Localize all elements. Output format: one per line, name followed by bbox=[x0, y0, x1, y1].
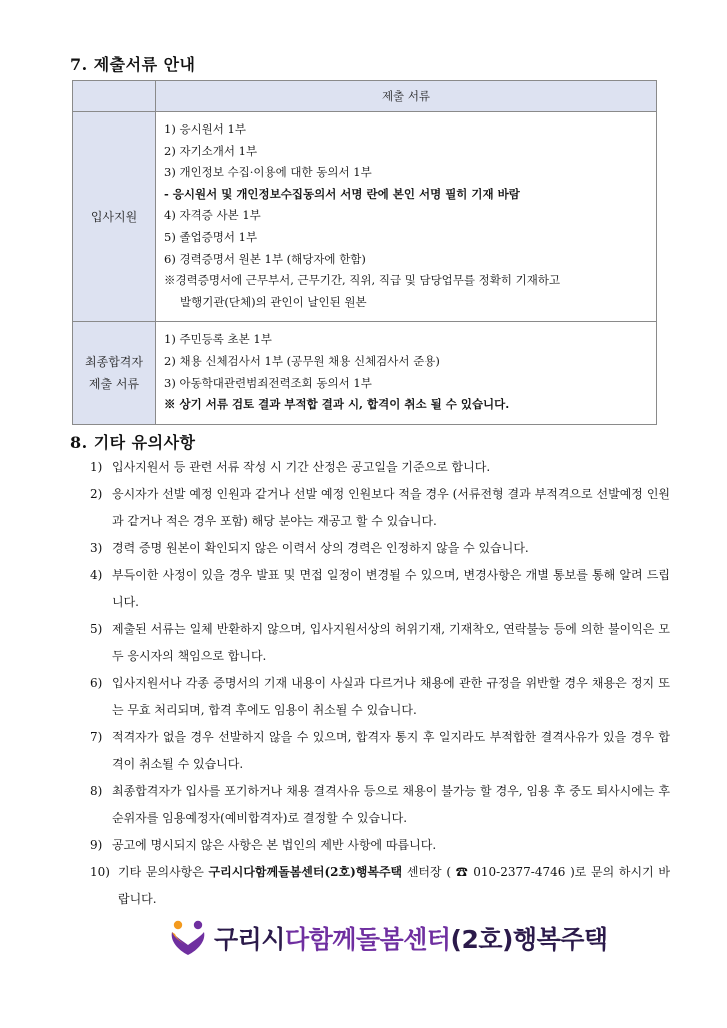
organization-name: 구리시다함께돌봄센터(2호)행복주택 bbox=[208, 865, 403, 879]
row-label-final bbox=[73, 322, 156, 424]
note-number: 4) bbox=[90, 568, 103, 582]
table-header-cell: 제출 서류 bbox=[156, 81, 657, 112]
document-line: 3) 아동학대관련범죄전력조회 동의서 1부 bbox=[164, 375, 372, 390]
section-7-number: 7. bbox=[70, 55, 88, 74]
document-line: 발행기관(단체)의 관인이 날인된 원본 bbox=[180, 294, 367, 309]
list-item bbox=[90, 778, 670, 832]
list-item bbox=[90, 724, 670, 778]
table-row bbox=[73, 112, 657, 322]
organization-logo-text bbox=[214, 920, 608, 956]
section-7-heading: 제출서류 안내 bbox=[93, 55, 196, 74]
organization-logo bbox=[168, 915, 608, 961]
logo-text-part: 다함께돌봄센터 bbox=[284, 925, 451, 954]
note-text-prefix: 기타 문의사항은 bbox=[118, 865, 209, 879]
note-text: 최종합격자가 입사를 포기하거나 채용 결격사유 등으로 채용이 불가능 할 경우, 임용 후 중도 퇴사시에는 후 순위자를 임용예정자(예비합격자)로 결정할 수 있습니다. bbox=[112, 784, 670, 825]
row-label-line: 입사지원 bbox=[90, 209, 138, 224]
row-label-line: 제출 서류 bbox=[88, 377, 140, 392]
document-line: 2) 채용 신체검사서 1부 (공무원 채용 신체검사서 준용) bbox=[164, 353, 440, 368]
section-8-heading: 기타 유의사항 bbox=[93, 433, 196, 452]
note-number: 6) bbox=[90, 676, 103, 690]
list-item bbox=[90, 562, 670, 616]
note-number: 2) bbox=[90, 487, 103, 501]
list-item bbox=[90, 859, 670, 913]
note-number: 3) bbox=[90, 541, 103, 555]
list-item bbox=[90, 616, 670, 670]
note-number: 10) bbox=[90, 865, 110, 879]
note-text: 제출된 서류는 일체 반환하지 않으며, 입사지원서상의 허위기재, 기재착오, 연락불능 등에 의한 불이익은 모두 응시자의 책임으로 합니다. bbox=[112, 622, 670, 663]
document-line: 5) 졸업증명서 1부 bbox=[164, 229, 258, 244]
logo-text-part: (2호) bbox=[450, 925, 513, 954]
note-text: 적격자가 없을 경우 선발하지 않을 수 있으며, 합격자 통지 후 일지라도 부적합한 결격사유가 있을 경우 합격이 취소될 수 있습니다. bbox=[112, 730, 670, 771]
table-header-blank bbox=[73, 81, 156, 112]
logo-text-part: 구리시 bbox=[214, 925, 285, 954]
document-line: 1) 주민등록 초본 1부 bbox=[164, 332, 272, 347]
table-header-row bbox=[73, 81, 657, 112]
note-number: 1) bbox=[90, 460, 103, 474]
document-line: 3) 개인정보 수집·이용에 대한 동의서 1부 bbox=[164, 165, 372, 180]
note-text bbox=[118, 859, 670, 913]
document-line-emphasis: ※ 상기 서류 검토 결과 부적합 결과 시, 합격이 취소 될 수 있습니다. bbox=[164, 397, 510, 412]
note-text: 응시자가 선발 예정 인원과 같거나 선발 예정 인원보다 적을 경우 (서류전형 결과 부적격으로 선발예정 인원과 같거나 적은 경우 포함) 해당 분야는 재공고 할 수 있습니다. bbox=[112, 487, 670, 528]
note-text: 경력 증명 원본이 확인되지 않은 이력서 상의 경력은 인정하지 않을 수 있습니다. bbox=[112, 541, 529, 555]
note-text: 부득이한 사정이 있을 경우 발표 및 면접 일정이 변경될 수 있으며, 변경사항은 개별 통보를 통해 알려 드립니다. bbox=[112, 568, 670, 609]
submission-documents-table bbox=[72, 80, 657, 425]
note-text-contact: 센터장 ( ☎ 010-2377-4746 )로 문의 하시기 바랍니다. bbox=[118, 865, 670, 906]
table-row bbox=[73, 322, 657, 424]
section-7-title bbox=[70, 52, 202, 75]
section-8-title bbox=[70, 430, 202, 453]
note-number: 5) bbox=[90, 622, 103, 636]
row-label-line: 최종합격자 bbox=[85, 355, 143, 370]
note-text: 입사지원서나 각종 증명서의 기재 내용이 사실과 다르거나 채용에 관한 규정을 위반할 경우 채용은 정지 또는 무효 처리되며, 합격 후에도 임용이 취소될 수 있습니다. bbox=[112, 676, 670, 717]
document-line-emphasis: - 응시원서 및 개인정보수집동의서 서명 란에 본인 서명 필히 기재 바람 bbox=[164, 186, 520, 201]
document-line: 2) 자기소개서 1부 bbox=[164, 143, 258, 158]
list-item bbox=[90, 535, 670, 562]
document-line: 4) 자격증 사본 1부 bbox=[164, 208, 261, 223]
document-line: 1) 응시원서 1부 bbox=[164, 122, 246, 136]
list-item bbox=[90, 481, 670, 535]
note-text: 입사지원서 등 관련 서류 작성 시 기간 산정은 공고일을 기준으로 합니다. bbox=[112, 460, 491, 474]
row-content-final bbox=[156, 322, 657, 424]
row-content-application bbox=[156, 112, 657, 322]
row-label-application bbox=[73, 112, 156, 322]
note-number: 8) bbox=[90, 784, 103, 798]
logo-text-part: 행복주택 bbox=[512, 925, 608, 954]
note-text: 공고에 명시되지 않은 사항은 본 법인의 제반 사항에 따릅니다. bbox=[112, 838, 437, 852]
document-line: 6) 경력증명서 원본 1부 (해당자에 한함) bbox=[164, 251, 366, 266]
note-number: 7) bbox=[90, 730, 103, 744]
note-number: 9) bbox=[90, 838, 103, 852]
list-item bbox=[90, 832, 670, 859]
document-line: ※경력증명서에 근무부서, 근무기간, 직위, 직급 및 담당업무를 정확히 기재하고 bbox=[164, 273, 561, 288]
heart-people-logo-icon bbox=[168, 919, 212, 957]
list-item bbox=[90, 670, 670, 724]
section-8-number: 8. bbox=[70, 433, 88, 452]
notes-list bbox=[90, 454, 670, 913]
list-item bbox=[90, 454, 670, 481]
